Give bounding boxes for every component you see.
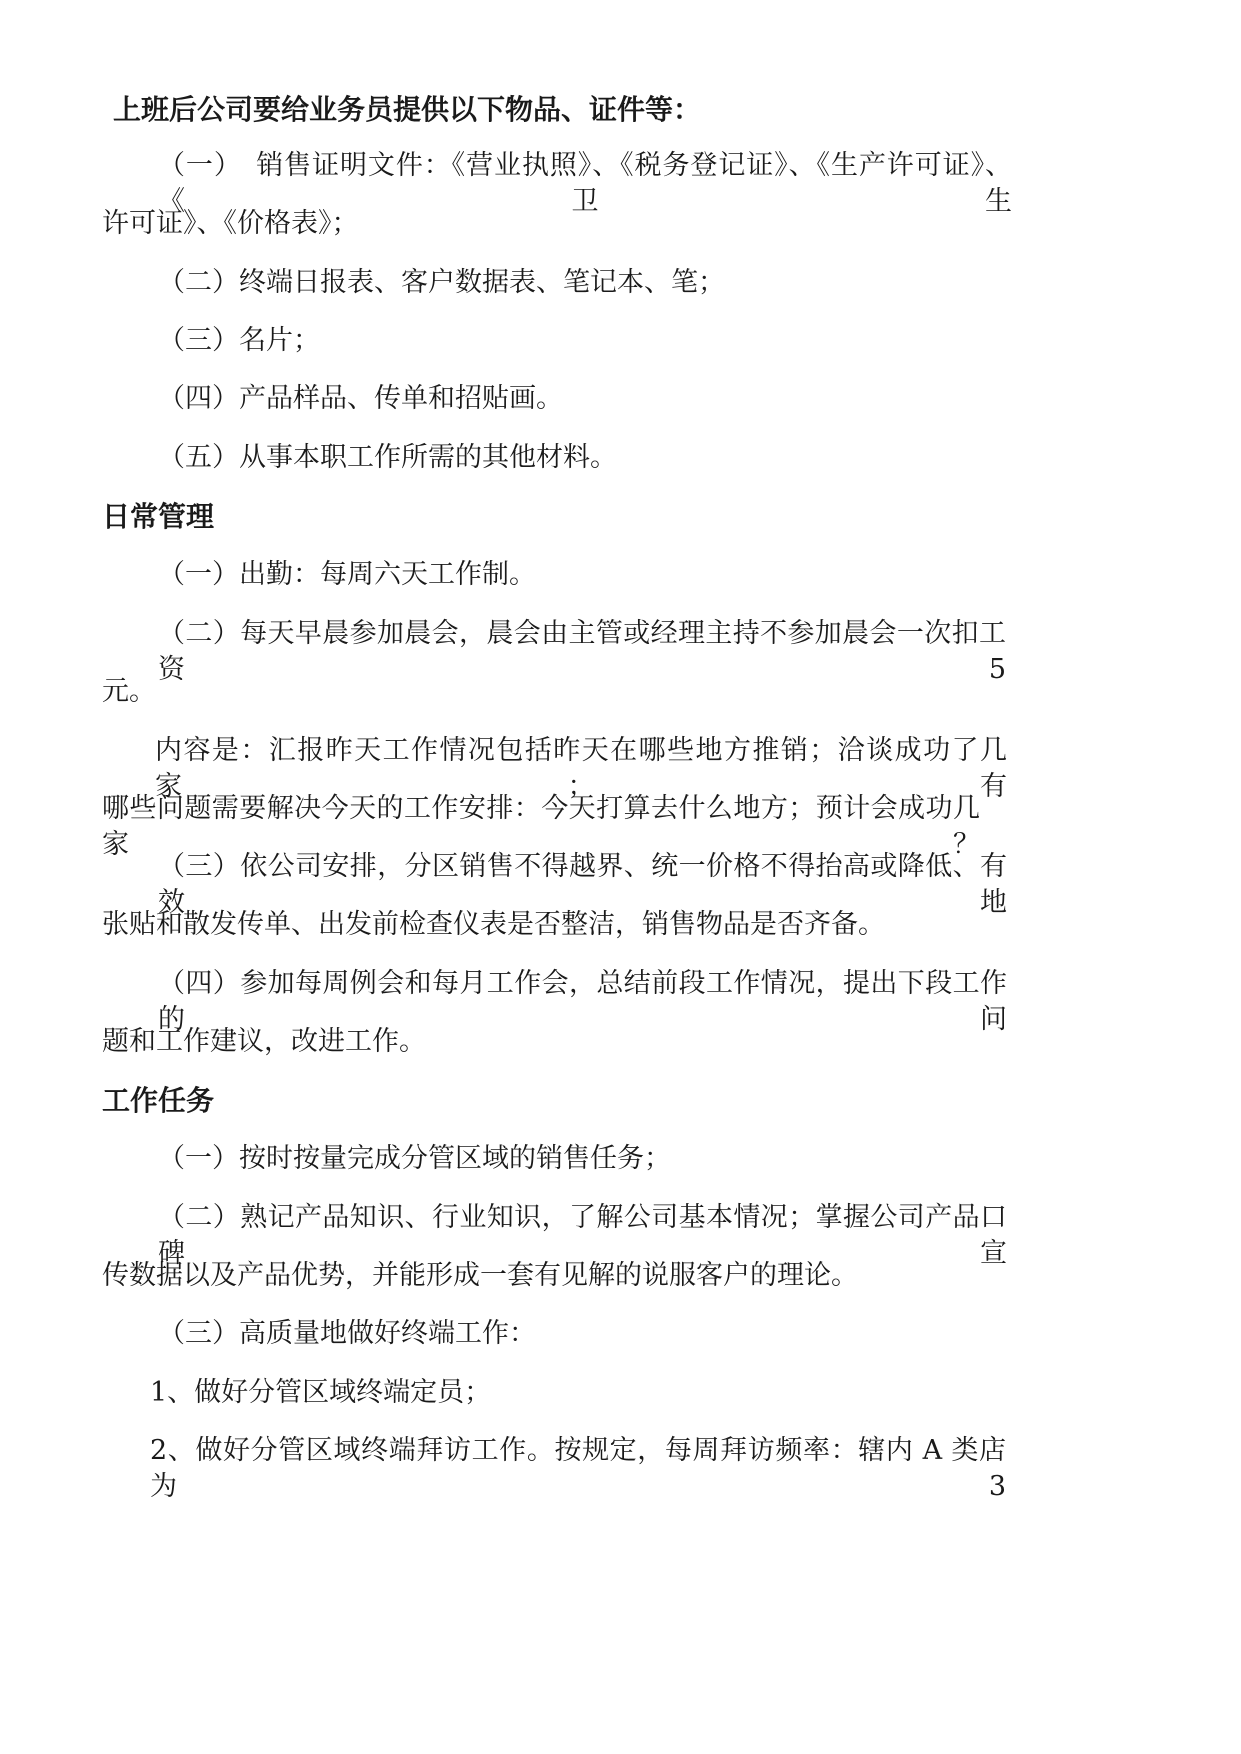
daily-item-4-line-2: 题和工作建议，改进工作。: [102, 1026, 426, 1057]
work-tasks-heading: 工作任务: [102, 1084, 215, 1117]
supplies-item-4: （四）产品样品、传单和招贴画。: [158, 383, 563, 414]
tasks-item-2-line-1: （二）熟记产品知识、行业知识，了解公司基本情况；掌握公司产品口碑宣: [158, 1202, 1007, 1269]
supplies-item-3: （三）名片；: [158, 325, 320, 356]
supplies-item-2: （二）终端日报表、客户数据表、笔记本、笔；: [158, 267, 725, 298]
tasks-sub-item-2: 2、做好分管区域终端拜访工作。按规定，每周拜访频率：辖内 A 类店为 3: [150, 1435, 1006, 1502]
daily-item-4-line-1: （四）参加每周例会和每月工作会，总结前段工作情况，提出下段工作的问: [158, 968, 1007, 1035]
tasks-sub-item-1: 1、做好分管区域终端定员；: [150, 1377, 492, 1408]
daily-management-heading: 日常管理: [102, 500, 215, 533]
tasks-item-1: （一）按时按量完成分管区域的销售任务；: [158, 1143, 671, 1174]
daily-item-2-line-2: 元。: [102, 676, 156, 707]
daily-item-3-line-2: 张贴和散发传单、出发前检查仪表是否整洁，销售物品是否齐备。: [102, 909, 885, 940]
supplies-item-5: （五）从事本职工作所需的其他材料。: [158, 442, 617, 473]
tasks-item-2-line-2: 传数据以及产品优势，并能形成一套有见解的说服客户的理论。: [102, 1260, 858, 1291]
supplies-item-1-line-2: 许可证》、《价格表》；: [102, 208, 359, 239]
intro-heading: 上班后公司要给业务员提供以下物品、证件等：: [113, 93, 702, 126]
daily-content-line-1: 内容是：汇报昨天工作情况包括昨天在哪些地方推销；洽谈成功了几家；有: [155, 735, 1007, 802]
daily-item-3-line-1: （三）依公司安排，分区销售不得越界、统一价格不得抬高或降低、有效地: [158, 851, 1007, 918]
supplies-item-1-line-1: （一） 销售证明文件：《营业执照》、《税务登记证》、《生产许可证》、《卫生: [158, 150, 1012, 217]
daily-content-line-2: 哪些问题需要解决今天的工作安排：今天打算去什么地方；预计会成功几家？: [102, 793, 980, 860]
tasks-item-3: （三）高质量地做好终端工作：: [158, 1318, 536, 1349]
daily-item-1: （一）出勤：每周六天工作制。: [158, 559, 536, 590]
daily-item-2-line-1: （二）每天早晨参加晨会，晨会由主管或经理主持不参加晨会一次扣工资 5: [158, 618, 1006, 685]
